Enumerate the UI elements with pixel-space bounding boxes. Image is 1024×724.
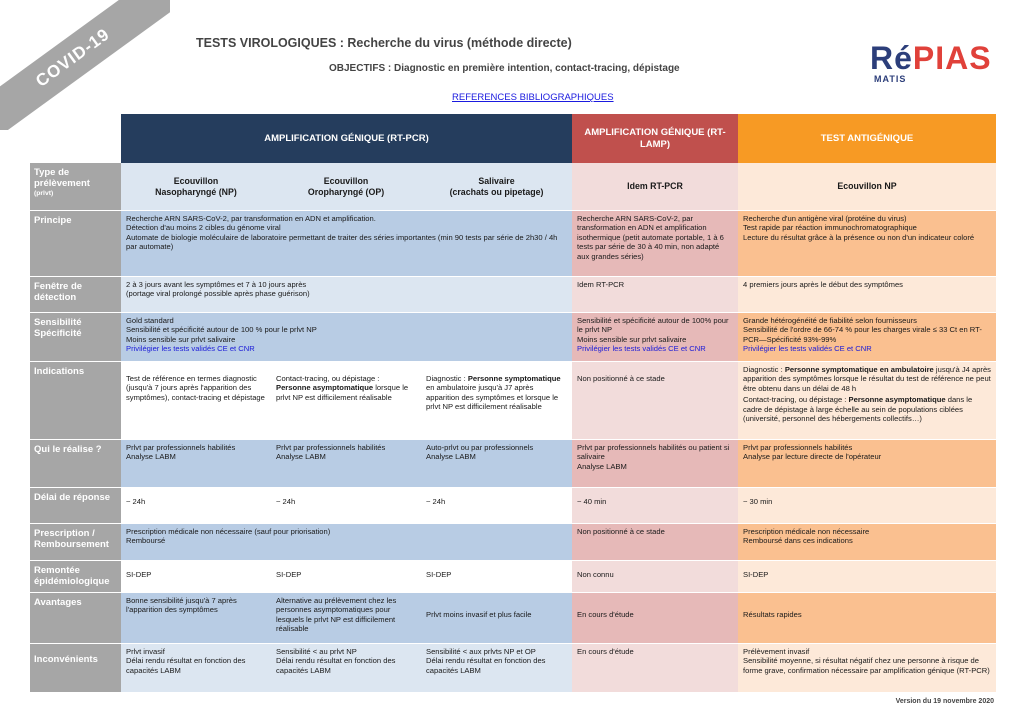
indications-sal-a: Diagnostic : [426,374,466,383]
fenetre-antigenic: 4 premiers jours après le début des symptômes [738,277,996,312]
row-label-indications-text: Indications [34,366,85,377]
indications-op-b: Personne asymptomatique [276,383,374,393]
delai-antigenic: ~ 30 min [738,488,996,523]
avantages-antigenic: Résultats rapides [738,593,996,643]
row-label-type-small: (prlvt) [34,189,54,197]
row-label-qui [30,440,121,487]
qui-np-line: Analyse LABM [126,452,176,462]
qui-antigenic [738,440,996,487]
principe-ag-line: Recherche d'un antigène viral (protéine du virus) [743,214,907,223]
type-np [121,163,271,210]
indications-ag-f: dans le cadre de dépistage à large échelle au sein de populations ciblées (université, personnel des hébergements collectifs…) [743,395,973,424]
remontee-antigenic: SI-DEP [738,561,996,592]
type-sal-line2: (crachats ou pipetage) [449,186,544,197]
inconvenients-ag-line: Prélèvement invasif [743,647,810,656]
indications-sal-c: en ambulatoire jusqu'à J7 après apparition des symptômes et lorsque le prlvt NP est difficilement réalisable [426,383,559,412]
sensibilite-ag-note: Privilégier les tests validés CE et CNR [743,344,872,354]
type-antigenic: Ecouvillon NP [738,163,996,210]
indications-op [271,362,421,439]
row-label-sensibilite-text: Sensibilité Spécificité [34,317,82,340]
indications-op-a: Contact-tracing, ou dépistage : [276,374,380,383]
inconvenients-np-line: Délai rendu résultat en fonction des capacités LABM [126,656,246,675]
type-sal-line1: Salivaire [478,175,515,186]
inconvenients-sal-line: Sensibilité < aux prlvts NP et OP [426,647,536,656]
comparison-table [30,114,996,692]
delai-np: ~ 24h [121,488,271,523]
header-rt-pcr: AMPLIFICATION GÉNIQUE (RT-PCR) [121,114,572,163]
qui-ag-line: Prlvt par professionnels habilités [743,443,853,452]
inconvenients-sal-line: Délai rendu résultat en fonction des capacités LABM [426,656,546,675]
fenetre-lamp: Idem RT-PCR [572,277,738,312]
sensibilite-pcr-note: Privilégier les tests validés CE et CNR [126,344,255,354]
qui-sal-line: Auto-prlvt ou par professionnels [426,443,534,452]
covid-corner-ribbon [0,0,170,130]
indications-ag-d: Contact-tracing, ou dépistage : [743,395,847,405]
qui-np-line: Prlvt par professionnels habilités [126,443,236,452]
delai-op: ~ 24h [271,488,421,523]
row-label-principe [30,211,121,276]
page-title: TESTS VIROLOGIQUES : Recherche du virus (méthode directe) [196,36,572,50]
indications-antigenic [738,362,996,439]
indications-lamp: Non positionné à ce stade [572,362,738,439]
inconvenients-np [121,644,271,692]
page-subtitle: OBJECTIFS : Diagnostic en première intention, contact-tracing, dépistage [329,63,680,74]
principe-antigenic [738,211,996,276]
row-label-remontee [30,561,121,592]
type-lamp: Idem RT-PCR [572,163,738,210]
sensibilite-lamp-note: Privilégier les tests validés CE et CNR [577,344,706,354]
sensibilite-pcr-line: Moins sensible sur prlvt salivaire [126,334,236,344]
sensibilite-lamp [572,313,738,361]
logo-wordmark [870,40,992,77]
sensibilite-lamp-line: Sensibilité et spécificité autour de 100% pour le prlvt NP [577,316,729,335]
row-label-principe-text: Principe [34,215,72,226]
prescription-ag-line: Remboursé dans ces indications [743,536,853,546]
inconvenients-ag-line: Sensibilité moyenne, si résultat négatif chez une personne à risque de forme grave, confirmation nécessaire par amplification génique (RT-PCR) [743,656,990,675]
prescription-ag-line: Prescription médicale non nécessaire [743,527,870,536]
row-label-prescription-text: Prescription / Remboursement [34,528,109,551]
row-label-fenetre [30,277,121,312]
references-link[interactable]: REFERENCES BIBLIOGRAPHIQUES [452,92,614,103]
logo-subtitle: MATIS [874,74,907,84]
row-label-type [30,163,121,210]
inconvenients-antigenic [738,644,996,692]
principe-pcr-line: Automate de biologie moléculaire de laboratoire permettant de traiter des séries importantes (min 90 tests par série de 2h30 / 4h par automate) [126,232,558,252]
header-rt-lamp: AMPLIFICATION GÉNIQUE (RT-LAMP) [572,114,738,163]
indications-np: Test de référence en termes diagnostic (jusqu'à 7 jours après l'apparition des symptômes), contact-tracing et dépistage [121,362,271,439]
prescription-lamp: Non positionné à ce stade [572,524,738,560]
row-label-delai [30,488,121,523]
qui-op-line: Prlvt par professionnels habilités [276,443,386,452]
sensibilite-antigenic [738,313,996,361]
qui-ag-line: Analyse par lecture directe de l'opérateur [743,452,882,462]
sensibilite-pcr-line: Sensibilité et spécificité autour de 100 % pour le prlvt NP [126,325,317,335]
inconvenients-op [271,644,421,692]
avantages-salivary: Prlvt moins invasif et plus facile [421,593,572,643]
indications-op-c: lorsque le prlvt NP est difficilement réalisable [276,383,409,402]
qui-lamp-line: Prlvt par professionnels habilités ou patient si salivaire [577,443,730,462]
fenetre-pcr-line: (portage viral prolongé possible après phase guérison) [126,289,310,299]
sensibilite-ag-line: Sensibilité de l'ordre de 66-74 % pour les charges virale ≤ 33 Ct en RT-PCR—Spécificité 93%-99% [743,325,982,344]
principe-ag-line: Lecture du résultat grâce à la présence ou non d'un indicateur coloré [743,232,975,242]
qui-lamp-line: Analyse LABM [577,461,627,471]
version-note: Version du 19 novembre 2020 [895,698,994,705]
type-op-line1: Ecouvillon [323,175,369,186]
row-label-avantages [30,593,121,643]
row-label-qui-text: Qui le réalise ? [34,444,102,455]
principe-lamp: Recherche ARN SARS-CoV-2, par transformation en ADN et amplification isothermique (petit automate portable, 1 à 6 tests par série de 30 à 40 min, non adapté aux grandes séries) [572,211,738,276]
qui-sal-line: Analyse LABM [426,452,476,462]
fenetre-pcr-line: 2 à 3 jours avant les symptômes et 7 à 10 jours après [126,280,307,289]
prescription-pcr [121,524,572,560]
avantages-op: Alternative au prélèvement chez les personnes asymptomatiques pour lesquels le prlvt NP est difficilement réalisable [271,593,421,643]
remontee-lamp: Non connu [572,561,738,592]
principe-pcr [121,211,572,276]
qui-op [271,440,421,487]
inconvenients-op-line: Délai rendu résultat en fonction des capacités LABM [276,656,396,675]
qui-op-line: Analyse LABM [276,452,326,462]
type-op-line2: Oropharyngé (OP) [307,186,385,197]
type-op [271,163,421,210]
row-label-indications [30,362,121,439]
avantages-np: Bonne sensibilité jusqu'à 7 après l'apparition des symptômes [121,593,271,643]
inconvenients-op-line: Sensibilité < au prlvt NP [276,647,357,656]
row-label-type-text: Type de prélèvement [34,167,90,190]
sensibilite-pcr-line: Gold standard [126,316,174,325]
sensibilite-lamp-line: Moins sensible sur prlvt salivaire [577,334,687,344]
principe-ag-line: Test rapide par réaction immunochromatographique [743,223,917,233]
row-label-inconvenients [30,644,121,692]
inconvenients-lamp: En cours d'étude [572,644,738,692]
indications-ag-b: Personne symptomatique en ambulatoire [784,365,934,374]
header-antigenic: TEST ANTIGÉNIQUE [738,114,996,163]
delai-salivary: ~ 24h [421,488,572,523]
delai-lamp: ~ 40 min [572,488,738,523]
sensibilite-ag-line: Grande hétérogénéité de fiabilité selon fournisseurs [743,316,917,325]
type-np-line2: Nasopharyngé (NP) [155,186,237,197]
row-label-inconvenients-text: Inconvénients [34,654,98,665]
repias-logo [870,40,996,92]
row-label-remontee-text: Remontée épidémiologique [34,565,110,588]
covid-banner: COVID-19 [0,0,170,130]
qui-salivary [421,440,572,487]
inconvenients-np-line: Prlvt invasif [126,647,165,656]
indications-ag-a: Diagnostic : [743,365,783,374]
indications-salivary [421,362,572,439]
avantages-lamp: En cours d'étude [572,593,738,643]
prescription-pcr-line: Prescription médicale non nécessaire (sauf pour priorisation) [126,527,331,536]
row-label-fenetre-text: Fenêtre de détection [34,281,83,304]
row-label-sensibilite [30,313,121,361]
prescription-pcr-line: Remboursé [126,536,166,546]
prescription-antigenic [738,524,996,560]
principe-pcr-line: Détection d'au moins 2 cibles du génome viral [126,223,281,233]
indications-ag-c: jusqu'à J4 après apparition des symptômes lorsque le résultat du test de référence ne peut être obtenu dans un délai de 48 h [743,365,991,393]
principe-pcr-line: Recherche ARN SARS-CoV-2, par transformation en ADN et amplification. [126,214,376,223]
row-label-prescription [30,524,121,560]
remontee-op: SI-DEP [271,561,421,592]
logo-part-a: Ré [870,40,913,76]
logo-part-b: PIAS [912,40,992,76]
type-np-line1: Ecouvillon [173,175,219,186]
fenetre-pcr [121,277,572,312]
inconvenients-salivary [421,644,572,692]
indications-ag-e: Personne asymptomatique [848,395,946,405]
indications-sal-b: Personne symptomatique [467,374,561,383]
remontee-salivary: SI-DEP [421,561,572,592]
qui-lamp [572,440,738,487]
qui-np [121,440,271,487]
row-label-avantages-text: Avantages [34,597,82,608]
sensibilite-pcr [121,313,572,361]
remontee-np: SI-DEP [121,561,271,592]
type-salivary [421,163,572,210]
row-label-delai-text: Délai de réponse [34,492,111,503]
